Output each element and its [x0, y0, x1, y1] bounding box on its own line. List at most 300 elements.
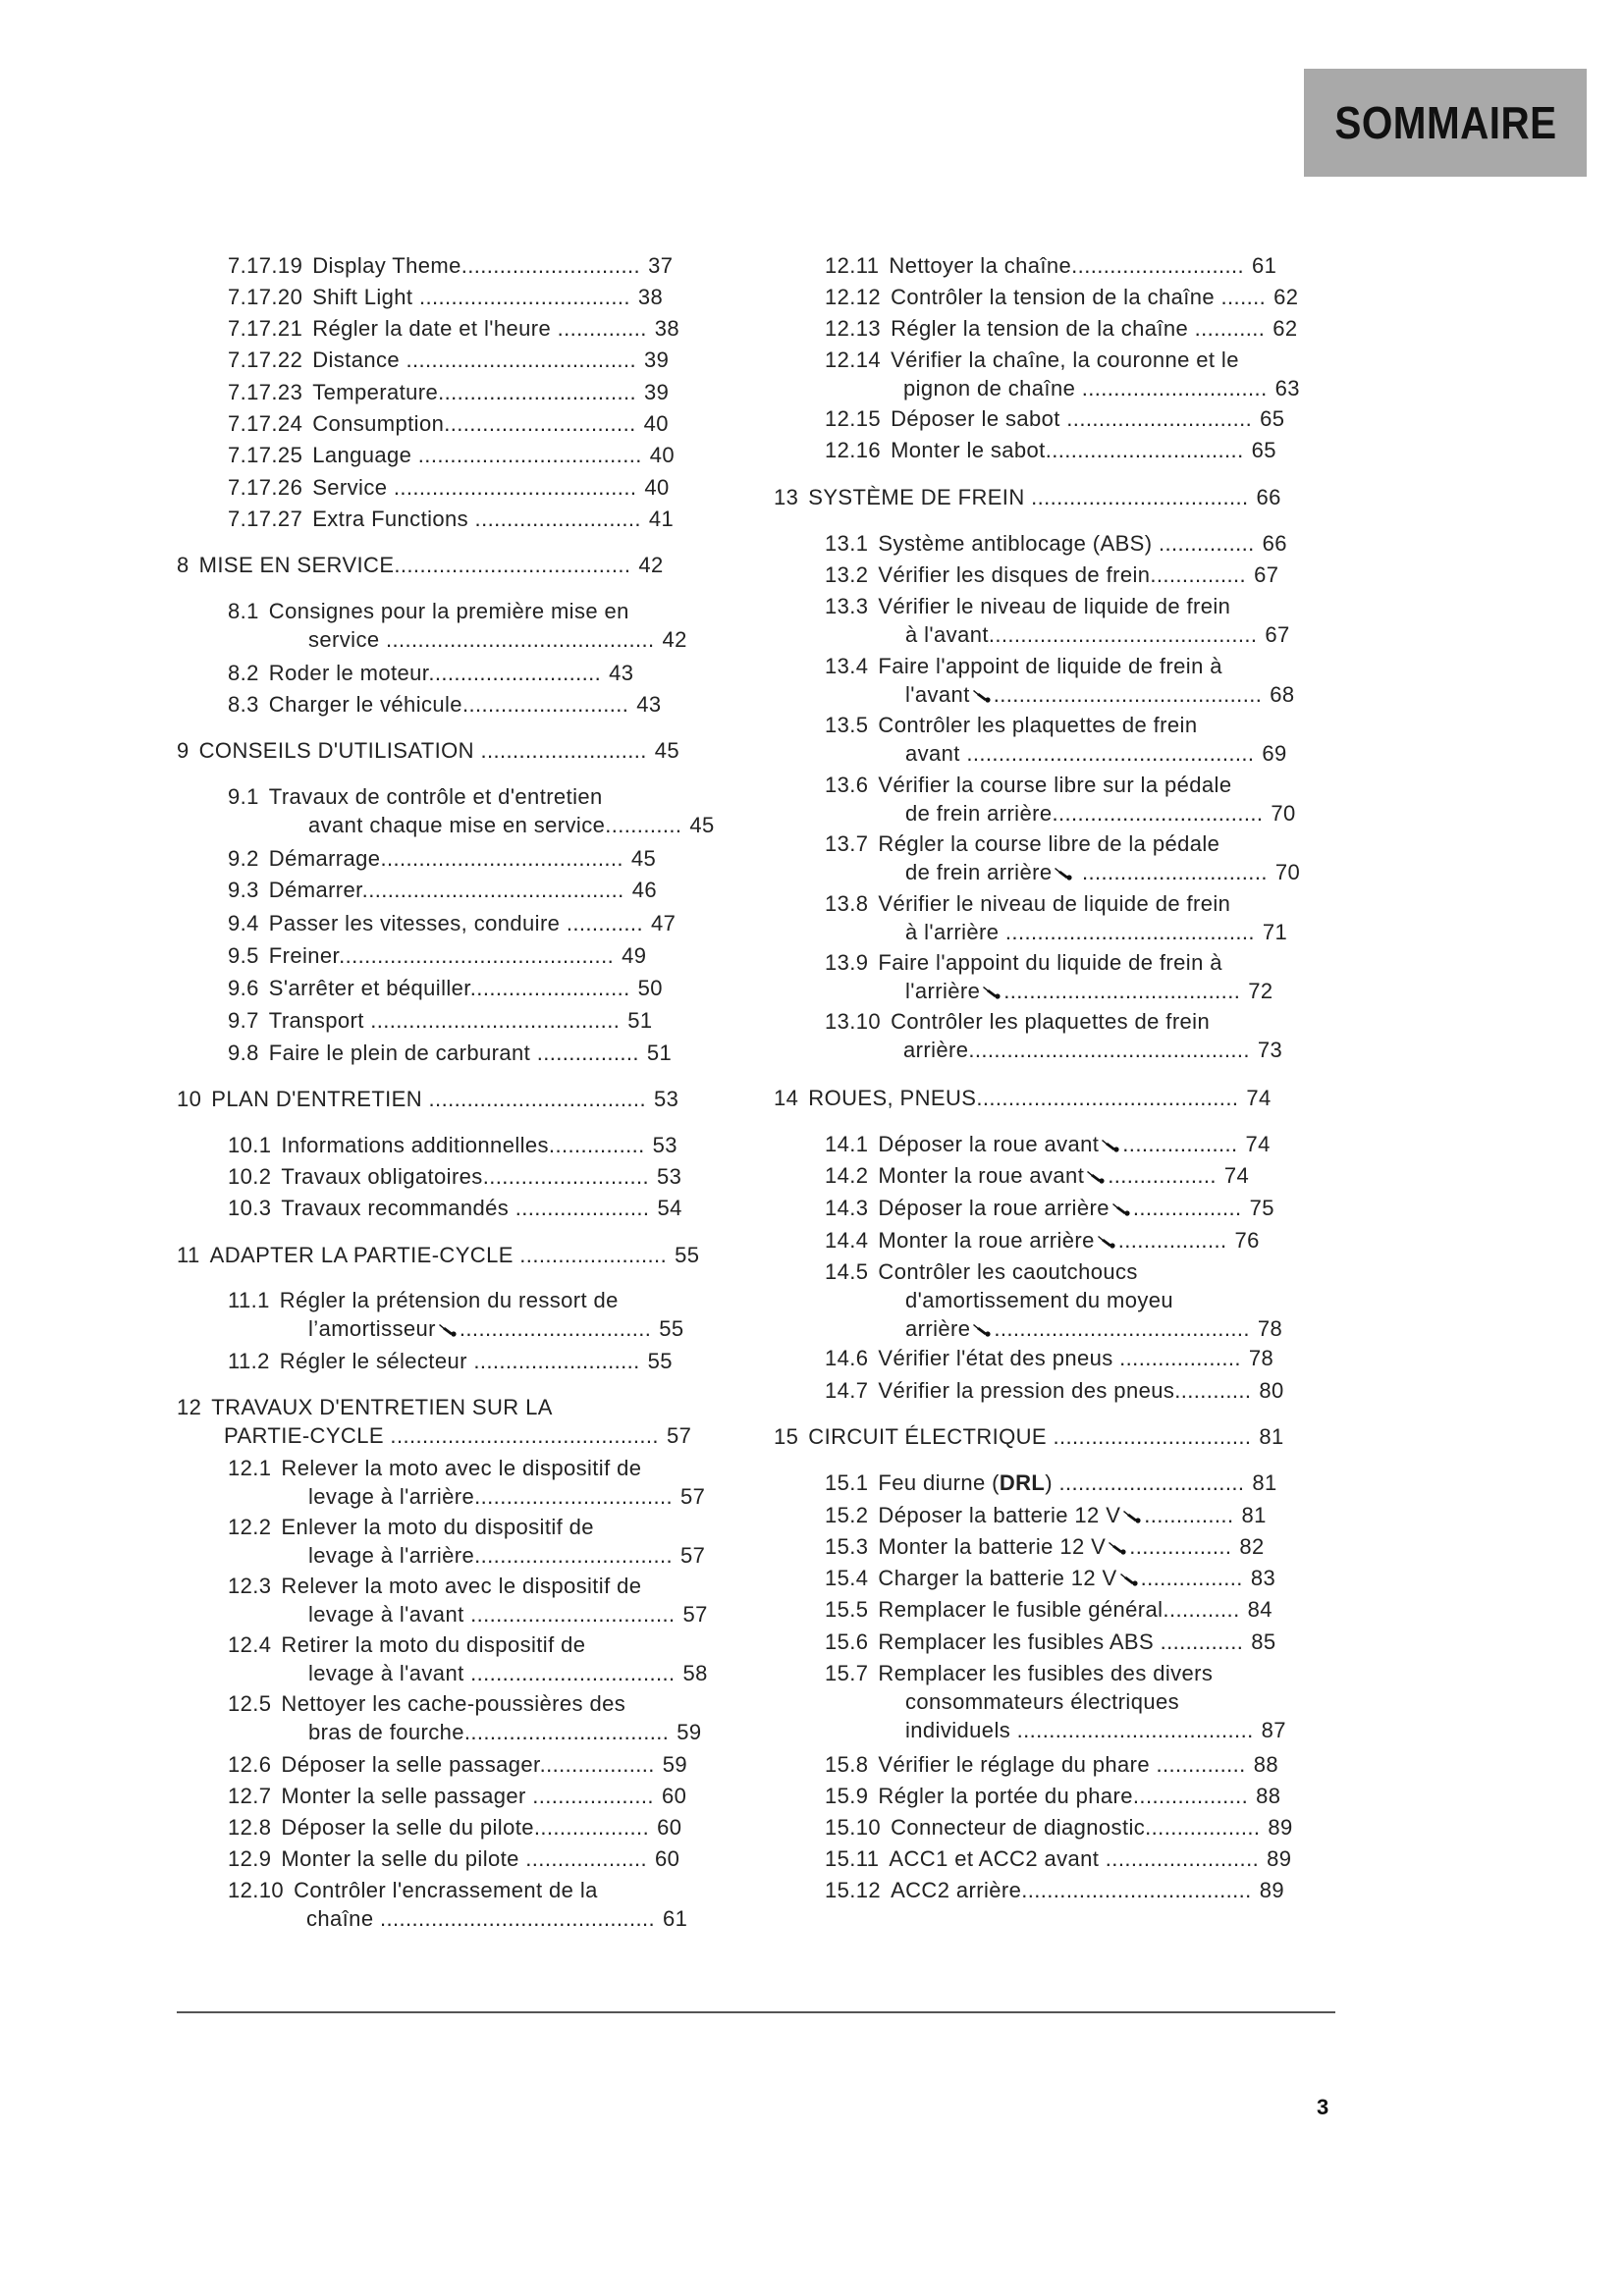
toc-entry[interactable]: [825, 594, 1230, 619]
toc-entry[interactable]: [825, 1378, 1284, 1404]
toc-entry-title: Monter la selle passager ...................: [281, 1784, 654, 1808]
toc-entry-number: 8.1: [228, 599, 259, 623]
toc-entry[interactable]: [774, 1086, 1272, 1111]
toc-entry-number: 13.10: [825, 1009, 882, 1034]
toc-entry-page: 49: [622, 943, 647, 968]
toc-entry-page: 60: [661, 1784, 687, 1808]
toc-entry-title: Faire l'appoint du liquide de frein à: [878, 950, 1222, 975]
toc-entry-page: 61: [663, 1906, 688, 1931]
toc-entry-title: S'arrêter et béquiller.........................: [268, 976, 630, 1000]
toc-entry-title: ADAPTER LA PARTIE-CYCLE .......................: [209, 1243, 668, 1267]
toc-entry-title: l’amortisseur: [308, 1316, 436, 1341]
toc-entry-title: Monter la batterie 12 V: [878, 1534, 1107, 1559]
toc-entry-number: 12.4: [228, 1632, 272, 1657]
toc-entry-number: 9.2: [228, 846, 259, 871]
toc-entry[interactable]: [825, 1661, 1213, 1686]
toc-entry[interactable]: [228, 784, 603, 810]
toc-entry-continuation[interactable]: [905, 920, 1287, 945]
toc-entry-page: 55: [675, 1243, 700, 1267]
toc-entry-title: Régler la portée du phare..................: [878, 1784, 1249, 1808]
toc-entry[interactable]: [825, 1470, 1277, 1496]
toc-entry[interactable]: [228, 1288, 619, 1313]
toc-entry-title: d'amortissement du moyeu: [905, 1288, 1174, 1312]
toc-entry-number: 9: [177, 738, 189, 763]
toc-entry-title: Déposer la roue avant: [878, 1132, 1100, 1156]
toc-entry[interactable]: [228, 1574, 641, 1599]
toc-entry[interactable]: [825, 1259, 1138, 1285]
toc-entry-title: levage à l'avant ................................: [308, 1602, 676, 1627]
toc-entry-page: 38: [637, 285, 664, 309]
toc-entry-leader: .................: [1117, 1228, 1227, 1253]
wrench-icon: [1111, 1201, 1131, 1216]
toc-entry-page: 82: [1239, 1534, 1265, 1559]
wrench-icon: [1108, 1539, 1127, 1555]
toc-entry-page: 89: [1267, 1846, 1292, 1871]
toc-entry-page: 72: [1248, 979, 1273, 1003]
toc-entry-number: 15.10: [825, 1815, 882, 1840]
toc-entry-number: 9.6: [228, 976, 259, 1000]
toc-entry[interactable]: [825, 1534, 1265, 1560]
toc-entry-number: 12.7: [228, 1784, 272, 1808]
toc-entry[interactable]: [228, 1456, 641, 1481]
toc-entry[interactable]: [228, 878, 657, 903]
toc-entry-title: Déposer la batterie 12 V: [878, 1503, 1121, 1527]
toc-entry[interactable]: [228, 692, 662, 718]
toc-entry[interactable]: [177, 1087, 678, 1112]
toc-entry-continuation[interactable]: [903, 1038, 1282, 1063]
toc-entry-page: 57: [680, 1484, 706, 1509]
toc-entry[interactable]: [774, 485, 1281, 510]
toc-entry-number: 15: [774, 1424, 799, 1449]
toc-entry-number: 9.7: [228, 1008, 259, 1033]
toc-entry-page: 69: [1262, 741, 1287, 766]
toc-entry[interactable]: [228, 380, 669, 405]
toc-entry-number: 7.17.20: [228, 285, 303, 309]
toc-entry-title: Régler la date et l'heure ..............: [312, 316, 647, 341]
toc-entry-page: 51: [627, 1008, 653, 1033]
toc-entry-number: 7.17.21: [228, 316, 303, 341]
toc-entry-page: 47: [650, 911, 677, 935]
toc-entry-page: 74: [1223, 1163, 1250, 1188]
toc-entry[interactable]: [228, 347, 669, 373]
toc-entry[interactable]: [228, 1878, 598, 1903]
toc-entry[interactable]: [228, 1041, 672, 1066]
toc-entry-page: 65: [1251, 438, 1276, 462]
toc-entry[interactable]: [177, 1243, 699, 1268]
toc-entry[interactable]: [228, 253, 673, 279]
toc-entry-title: Remplacer les fusibles des divers: [878, 1661, 1214, 1685]
toc-entry[interactable]: [228, 1515, 594, 1540]
toc-entry[interactable]: [825, 1752, 1278, 1778]
wrench-icon: [1086, 1168, 1106, 1184]
toc-entry-page: 88: [1253, 1752, 1278, 1777]
toc-entry-number: 15.7: [825, 1661, 869, 1685]
toc-entry-title: Vérifier le réglage du phare ..............: [878, 1752, 1246, 1777]
toc-entry[interactable]: [825, 1009, 1210, 1035]
toc-entry-number: 12.2: [228, 1515, 272, 1539]
toc-entry-page: 76: [1234, 1228, 1260, 1253]
toc-entry-number: 8.2: [228, 661, 259, 685]
toc-entry-page: 66: [1256, 485, 1281, 509]
toc-entry-title: bras de fourche................................: [308, 1720, 670, 1744]
toc-entry[interactable]: [825, 531, 1287, 557]
toc-entry-number: 7.17.19: [228, 253, 303, 278]
toc-entry-title: Faire l'appoint de liquide de frein à: [878, 654, 1222, 678]
toc-entry-number: 7.17.26: [228, 475, 303, 500]
toc-entry-number: 9.1: [228, 784, 259, 809]
toc-entry-title: Contrôler l'encrassement de la: [294, 1878, 598, 1902]
toc-entry-continuation[interactable]: [308, 1543, 705, 1569]
toc-entry[interactable]: [228, 316, 679, 342]
toc-entry-title: Vérifier le niveau de liquide de frein: [878, 594, 1231, 618]
toc-entry-title: Transport .......................................: [268, 1008, 621, 1033]
toc-entry[interactable]: [825, 1597, 1272, 1623]
toc-entry-continuation[interactable]: [308, 1661, 708, 1686]
section-header: [1304, 69, 1587, 177]
toc-entry[interactable]: [228, 911, 676, 936]
toc-entry[interactable]: [177, 738, 679, 764]
toc-entry[interactable]: [228, 507, 674, 532]
toc-entry-title: Contrôler les caoutchoucs: [878, 1259, 1138, 1284]
toc-entry-page: 60: [655, 1846, 680, 1871]
toc-entry-number: 14.4: [825, 1228, 869, 1253]
toc-entry-number: 14.7: [825, 1378, 869, 1403]
toc-entry-page: 58: [682, 1661, 708, 1685]
toc-entry-page: 57: [666, 1423, 692, 1448]
toc-entry[interactable]: [825, 285, 1298, 310]
toc-entry[interactable]: [228, 1164, 681, 1190]
toc-entry-number: 12.10: [228, 1878, 285, 1902]
toc-entry[interactable]: [228, 1349, 673, 1374]
toc-entry-title: Vérifier la chaîne, la couronne et le: [891, 347, 1239, 372]
toc-entry-title: Display Theme............................: [312, 253, 641, 278]
wrench-icon: [1122, 1508, 1142, 1523]
toc-entry-number: 12.3: [228, 1574, 272, 1598]
toc-entry-title: Vérifier l'état des pneus ...................: [878, 1346, 1241, 1370]
section-title: SOMMAIRE: [1333, 97, 1557, 148]
toc-entry-title: de frein arrière: [905, 860, 1053, 884]
toc-entry-continuation[interactable]: [905, 801, 1296, 827]
toc-entry-number: 13.6: [825, 773, 869, 797]
toc-entry-number: 13.9: [825, 950, 869, 975]
toc-entry-page: 53: [653, 1087, 679, 1111]
toc-entry-title: Monter la roue arrière: [878, 1228, 1095, 1253]
toc-entry-number: 14.6: [825, 1346, 869, 1370]
toc-entry-title: Consumption..............................: [312, 411, 636, 436]
toc-entry-title: avant .............................................: [905, 741, 1255, 766]
toc-entry-continuation[interactable]: [905, 1718, 1286, 1743]
toc-entry-title: Retirer la moto du dispositif de: [281, 1632, 586, 1657]
toc-entry-number: 12.6: [228, 1752, 272, 1777]
toc-entry[interactable]: [825, 562, 1278, 588]
toc-entry[interactable]: [825, 713, 1197, 738]
toc-entry-title: Travaux de contrôle et d'entretien: [268, 784, 603, 809]
toc-entry-leader: .................: [1132, 1196, 1242, 1220]
toc-entry-continuation[interactable]: [308, 627, 687, 653]
toc-entry-leader: .............................: [1075, 860, 1268, 884]
toc-entry-title: Nettoyer la chaîne...........................: [889, 253, 1244, 278]
toc-entry[interactable]: [825, 1163, 1249, 1189]
toc-entry-title: Charger le véhicule..........................: [268, 692, 629, 717]
toc-entry-number: 15.6: [825, 1629, 869, 1654]
toc-entry-number: 15.3: [825, 1534, 869, 1559]
toc-entry[interactable]: [825, 1846, 1291, 1872]
toc-entry-title: Consignes pour la première mise en: [268, 599, 629, 623]
toc-entry[interactable]: [825, 1566, 1275, 1591]
toc-entry-number: 15.1: [825, 1470, 869, 1495]
toc-entry[interactable]: [825, 1346, 1273, 1371]
wrench-icon: [1054, 865, 1073, 881]
toc-entry-number: 13.4: [825, 654, 869, 678]
toc-entry-leader: ........................................: [994, 1316, 1250, 1341]
toc-entry-title: Contrôler les plaquettes de frein: [891, 1009, 1211, 1034]
toc-entry-title: Distance ....................................: [312, 347, 636, 372]
toc-entry-number: 11.1: [228, 1288, 270, 1312]
toc-entry-number: 15.9: [825, 1784, 869, 1808]
toc-entry[interactable]: [825, 1196, 1274, 1221]
toc-entry[interactable]: [825, 891, 1230, 917]
toc-entry-title: Déposer la selle du pilote..................: [281, 1815, 650, 1840]
toc-entry-page: 46: [631, 878, 657, 902]
toc-entry-title: PARTIE-CYCLE ..........................................: [224, 1423, 659, 1448]
toc-entry-number: 12.11: [825, 253, 880, 278]
toc-entry[interactable]: [825, 654, 1222, 679]
toc-entry[interactable]: [228, 1815, 681, 1841]
toc-entry-continuation[interactable]: [905, 1316, 1282, 1342]
toc-entry[interactable]: [228, 443, 675, 468]
toc-entry-title: Vérifier les disques de frein...............: [878, 562, 1247, 587]
toc-entry-number: 15.5: [825, 1597, 869, 1622]
toc-entry-page: 87: [1261, 1718, 1286, 1742]
toc-entry-number: 7.17.25: [228, 443, 303, 467]
toc-entry-page: 62: [1273, 285, 1299, 309]
toc-entry-number: 11: [177, 1243, 200, 1267]
toc-entry[interactable]: [825, 406, 1284, 432]
toc-entry-page: 57: [680, 1543, 706, 1568]
wrench-icon: [1101, 1137, 1120, 1152]
toc-entry-page: 59: [662, 1752, 688, 1777]
toc-entry[interactable]: [825, 253, 1276, 279]
toc-entry-number: 15.4: [825, 1566, 869, 1590]
toc-entry[interactable]: [228, 1008, 653, 1034]
toc-entry-page: 51: [646, 1041, 673, 1065]
toc-entry-title: service ..........................................: [308, 627, 655, 652]
toc-entry-title: Vérifier la course libre sur la pédale: [878, 773, 1232, 797]
toc-entry[interactable]: [228, 661, 633, 686]
toc-entry-title: Service ......................................: [312, 475, 637, 500]
toc-entry-title: levage à l'avant ................................: [308, 1661, 676, 1685]
toc-entry-number: 9.5: [228, 943, 259, 968]
toc-entry-leader: .....................................: [1003, 979, 1241, 1003]
toc-entry-continuation[interactable]: [308, 1720, 702, 1745]
toc-entry-page: 80: [1259, 1378, 1284, 1403]
toc-entry[interactable]: [825, 1228, 1260, 1254]
toc-entry-page: 61: [1252, 253, 1277, 278]
toc-entry-number: 12.13: [825, 316, 882, 341]
toc-entry-continuation[interactable]: [308, 1484, 705, 1510]
toc-entry-title: Vérifier le niveau de liquide de frein: [878, 891, 1231, 916]
toc-entry-title: Enlever la moto du dispositif de: [281, 1515, 594, 1539]
toc-entry-page: 40: [644, 475, 670, 500]
toc-entry-page: 70: [1271, 801, 1296, 826]
toc-entry-title: Vérifier la pression des pneus............: [878, 1378, 1252, 1403]
toc-entry-leader: ................: [1129, 1534, 1232, 1559]
toc-entry[interactable]: [825, 950, 1222, 976]
toc-entry[interactable]: [825, 1132, 1271, 1157]
toc-entry-title: à l'arrière .......................................: [905, 920, 1255, 944]
toc-entry-continuation[interactable]: [905, 682, 1295, 708]
toc-entry-page: 50: [637, 976, 663, 1000]
toc-entry-leader: ..............: [1144, 1503, 1234, 1527]
toc-entry[interactable]: [228, 976, 663, 1001]
toc-entry[interactable]: [825, 1784, 1280, 1809]
toc-entry[interactable]: [825, 438, 1276, 463]
toc-entry-number: 10.1: [228, 1133, 272, 1157]
toc-entry-number: 10: [177, 1087, 202, 1111]
toc-entry-number: 13: [774, 485, 799, 509]
toc-entry-number: 7.17.22: [228, 347, 303, 372]
toc-entry-number: 12.8: [228, 1815, 272, 1840]
toc-entry-number: 13.5: [825, 713, 869, 737]
toc-entry[interactable]: [228, 411, 669, 437]
toc-entry[interactable]: [825, 347, 1239, 373]
toc-entry-title: l'arrière: [905, 979, 981, 1003]
toc-entry-continuation[interactable]: [905, 622, 1290, 648]
toc-entry-page: 74: [1245, 1132, 1271, 1156]
toc-entry-title: Passer les vitesses, conduire ............: [268, 911, 643, 935]
toc-entry-title: chaîne ...........................................: [306, 1906, 655, 1931]
toc-entry[interactable]: [825, 773, 1231, 798]
toc-entry[interactable]: [825, 1629, 1276, 1655]
toc-entry[interactable]: [228, 1632, 585, 1658]
toc-entry-number: 12.9: [228, 1846, 272, 1871]
toc-entry-page: 67: [1254, 562, 1279, 587]
toc-entry-page: 43: [609, 661, 634, 685]
toc-entry[interactable]: [228, 1133, 677, 1158]
toc-entry-page: 39: [643, 347, 670, 372]
toc-entry[interactable]: [228, 285, 663, 310]
toc-entry[interactable]: [177, 553, 664, 578]
toc-entry-page: 89: [1259, 1878, 1284, 1902]
toc-entry[interactable]: [825, 831, 1219, 857]
toc-entry-number: 12.16: [825, 438, 882, 462]
toc-entry-page: 42: [662, 627, 687, 652]
toc-entry-continuation[interactable]: [224, 1423, 691, 1449]
toc-entry[interactable]: [177, 1395, 553, 1420]
toc-entry-title: Connecteur de diagnostic..................: [891, 1815, 1261, 1840]
toc-entry[interactable]: [228, 475, 670, 501]
page-number: 3: [1317, 2095, 1329, 2119]
toc-entry-title: PLAN D'ENTRETIEN ..................................: [211, 1087, 646, 1111]
toc-entry-title: Régler le sélecteur ..........................: [279, 1349, 640, 1373]
toc-entry-page: 81: [1252, 1470, 1277, 1495]
toc-entry-title: Feu diurne (: [878, 1470, 1000, 1495]
toc-entry[interactable]: [774, 1424, 1284, 1450]
toc-entry-title: Informations additionnelles...............: [281, 1133, 645, 1157]
toc-entry-continuation[interactable]: [905, 860, 1300, 885]
toc-entry[interactable]: [228, 1784, 686, 1809]
toc-entry-number: 14.1: [825, 1132, 869, 1156]
toc-entry-title: Contrôler les plaquettes de frein: [878, 713, 1198, 737]
toc-entry[interactable]: [825, 316, 1298, 342]
toc-entry-continuation[interactable]: [905, 741, 1287, 767]
toc-entry-number: 14.3: [825, 1196, 869, 1220]
toc-entry-title: Déposer la roue arrière: [878, 1196, 1110, 1220]
toc-entry-title: Travaux obligatoires..........................: [281, 1164, 650, 1189]
toc-entry-page: 65: [1260, 406, 1285, 431]
toc-entry-page: 38: [654, 316, 680, 341]
toc-entry-page: 60: [657, 1815, 682, 1840]
toc-entry[interactable]: [228, 1752, 687, 1778]
toc-entry-title: Contrôler la tension de la chaîne .......: [891, 285, 1267, 309]
toc-entry-title: ACC2 arrière....................................: [891, 1878, 1252, 1902]
toc-entry-title: Démarrage......................................: [268, 846, 623, 871]
toc-entry-continuation[interactable]: [306, 1906, 687, 1932]
toc-entry-title: Freiner...........................................: [268, 943, 615, 968]
toc-entry[interactable]: [228, 599, 629, 624]
toc-entry-title: de frein arrière.................................: [905, 801, 1264, 826]
toc-entry-number: 12.5: [228, 1691, 272, 1716]
toc-entry-number: 9.8: [228, 1041, 259, 1065]
toc-entry-page: 55: [647, 1349, 673, 1373]
toc-entry-number: 15.2: [825, 1503, 869, 1527]
toc-entry[interactable]: [228, 1846, 679, 1872]
toc-entry[interactable]: [228, 1691, 625, 1717]
toc-entry-number: 13.3: [825, 594, 869, 618]
toc-entry-title: Régler la tension de la chaîne ...........: [891, 316, 1266, 341]
toc-entry-title: levage à l'arrière...............................: [308, 1484, 674, 1509]
toc-entry-number: 13.1: [825, 531, 869, 556]
toc-entry-number: 12.15: [825, 406, 882, 431]
toc-entry-title: Remplacer les fusibles ABS .............: [878, 1629, 1244, 1654]
toc-entry-page: 45: [689, 813, 715, 837]
toc-entry-title: Monter la roue avant: [878, 1163, 1085, 1188]
toc-entry-page: 55: [659, 1316, 684, 1341]
toc-entry-continuation[interactable]: [308, 1316, 684, 1342]
toc-entry-continuation[interactable]: [903, 376, 1300, 401]
toc-entry[interactable]: [228, 1196, 682, 1221]
toc-entry-title: l'avant: [905, 682, 970, 707]
toc-entry-page: 89: [1268, 1815, 1293, 1840]
toc-entry-page: 88: [1256, 1784, 1281, 1808]
toc-entry[interactable]: [228, 943, 646, 969]
toc-entry-continuation[interactable]: [308, 813, 715, 838]
toc-entry-title: Relever la moto avec le dispositif de: [281, 1456, 642, 1480]
toc-entry-continuation[interactable]: [905, 1288, 1173, 1313]
toc-entry[interactable]: [228, 846, 656, 872]
toc-entry-number: 9.3: [228, 878, 259, 902]
toc-entry-page: 74: [1246, 1086, 1272, 1110]
toc-entry-title: arrière............................................: [903, 1038, 1250, 1062]
toc-entry-continuation[interactable]: [308, 1602, 708, 1628]
toc-entry-continuation[interactable]: [905, 1689, 1179, 1715]
toc-entry-page: 73: [1257, 1038, 1283, 1062]
wrench-icon: [982, 984, 1001, 999]
toc-entry-page: 57: [682, 1602, 708, 1627]
toc-entry-title: Nettoyer les cache-poussières des: [281, 1691, 626, 1716]
toc-entry-continuation[interactable]: [905, 979, 1273, 1004]
toc-entry[interactable]: [825, 1878, 1284, 1903]
toc-entry[interactable]: [825, 1815, 1293, 1841]
toc-entry-title: Régler la course libre de la pédale: [878, 831, 1220, 856]
toc-entry-number: 7.17.24: [228, 411, 303, 436]
toc-entry-number: 14: [774, 1086, 799, 1110]
toc-entry-title: individuels .....................................: [905, 1718, 1254, 1742]
toc-entry-number: 10.2: [228, 1164, 272, 1189]
toc-entry[interactable]: [825, 1503, 1267, 1528]
toc-entry-page: 53: [657, 1164, 682, 1189]
toc-entry-number: 15.8: [825, 1752, 869, 1777]
